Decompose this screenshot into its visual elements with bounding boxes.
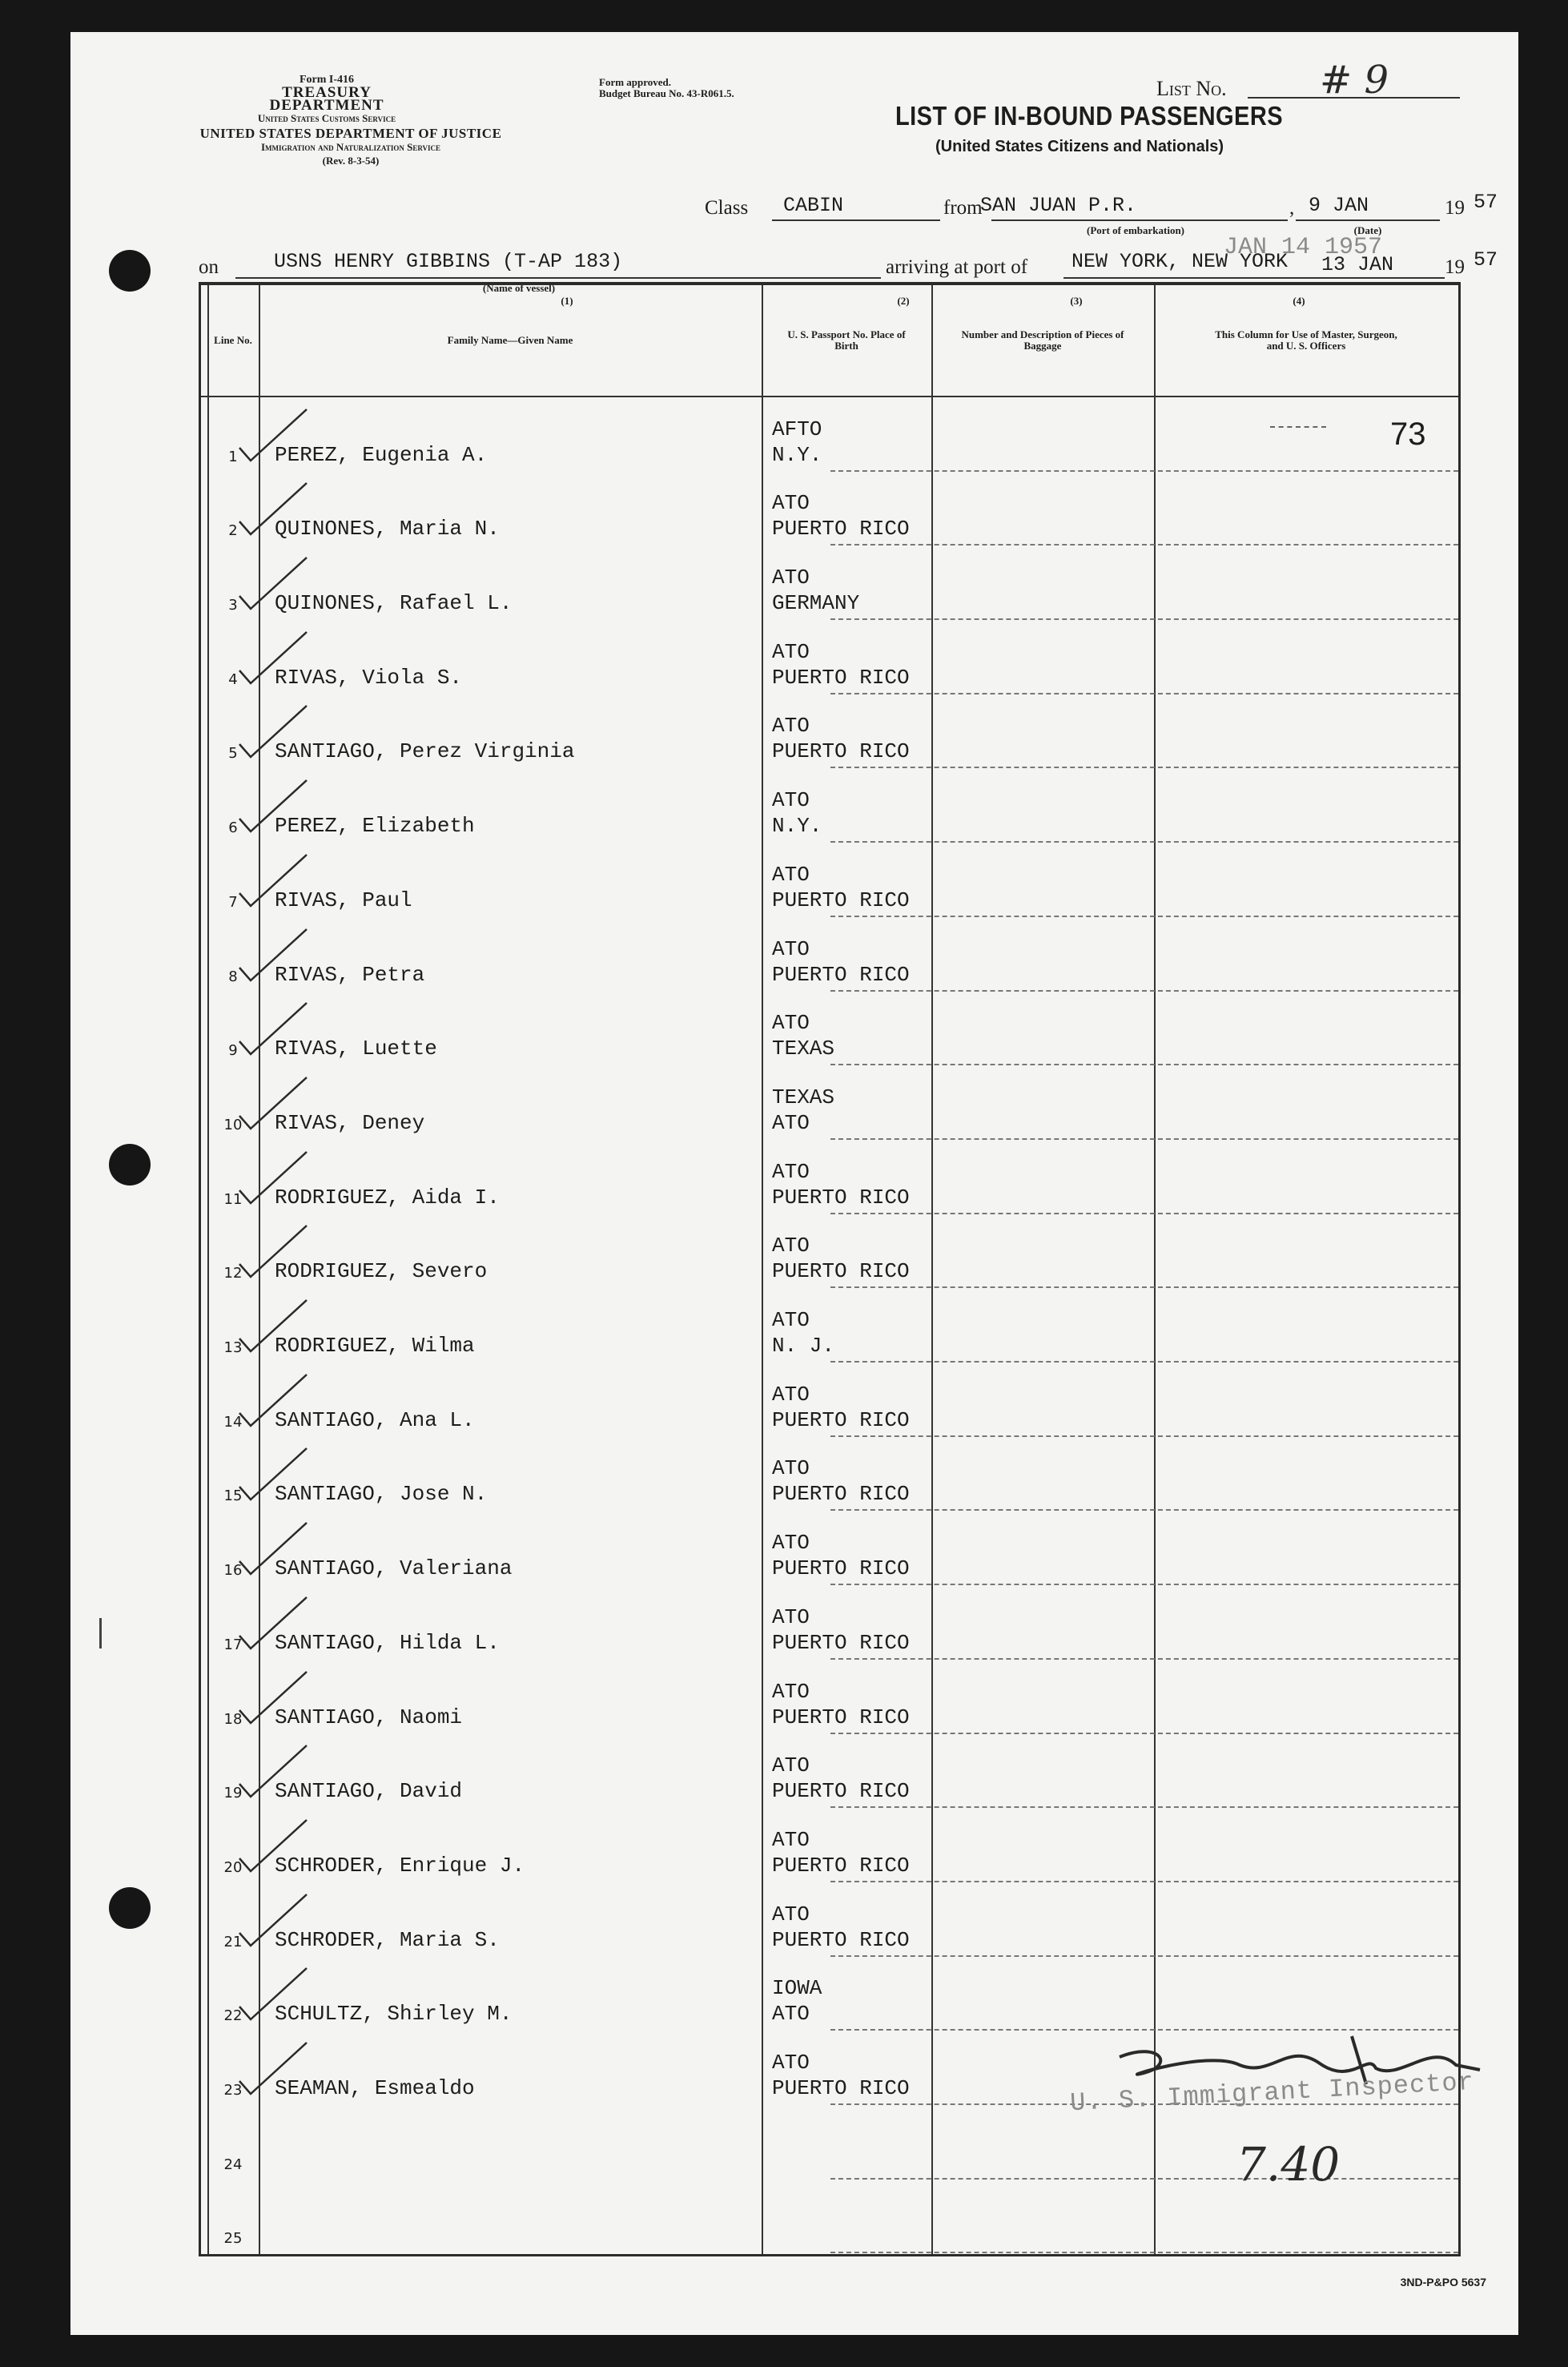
print-code: 3ND-P&PO 5637: [1400, 2276, 1486, 2289]
arrival-year-prefix: 19: [1445, 256, 1465, 278]
passport-number: ATO: [772, 1159, 810, 1184]
inspector-note: 7.40: [1236, 2137, 1341, 2192]
checkmark-icon: [233, 1001, 313, 1057]
budget-number: Budget Bureau No. 43-R061.5.: [599, 87, 734, 99]
vessel-name: USNS HENRY GIBBINS (T-AP 183): [274, 250, 623, 273]
passenger-name: SANTIAGO, Valeriana: [275, 1556, 513, 1581]
passport-number: ATO: [772, 1382, 810, 1407]
form-number: Form I-416: [299, 74, 355, 86]
arriving-label: arriving at port of: [886, 256, 1028, 278]
list-number-value: # 9: [1320, 58, 1389, 103]
checkmark-icon: [233, 1893, 313, 1949]
checkmark-icon: [233, 1076, 313, 1132]
passport-number: ATO: [772, 1679, 810, 1704]
line-number: 9: [228, 1042, 238, 1060]
approval-block: [599, 77, 734, 99]
passport-number: ATO: [772, 1011, 810, 1036]
vessel-caption: (Name of vessel): [482, 282, 556, 294]
line-number: 8: [228, 968, 238, 985]
passport-number: IOWA: [772, 1976, 822, 2001]
class-label: Class: [705, 197, 749, 219]
line-number: 2: [228, 522, 238, 540]
checkmark-icon: [233, 1818, 313, 1874]
passenger-name: SANTIAGO, Jose N.: [275, 1482, 488, 1507]
place-of-birth: GERMANY: [772, 591, 860, 616]
place-of-birth: PUERTO RICO: [772, 888, 910, 912]
line-number: 5: [228, 745, 238, 763]
passport-number: ATO: [772, 862, 810, 887]
passport-number: ATO: [772, 1827, 810, 1852]
embarkation-date: 9 JAN: [1309, 194, 1369, 217]
place-of-birth: PUERTO RICO: [772, 1927, 910, 1952]
checkmark-icon: [233, 928, 313, 984]
line-number: 1: [228, 448, 238, 465]
passport-number: ATO: [772, 1234, 810, 1258]
table-row: [201, 1363, 1458, 1437]
line-number: 14: [223, 1413, 243, 1431]
line-number: 21: [223, 1933, 243, 1950]
class-underline: [772, 219, 940, 221]
line-number: 3: [228, 597, 238, 614]
passenger-name: QUINONES, Rafael L.: [275, 591, 513, 616]
line-number: 18: [223, 1710, 243, 1728]
passenger-name: SEAMAN, Esmealdo: [275, 2076, 475, 2101]
passport-number: ATO: [772, 788, 810, 813]
place-of-birth: N.Y.: [772, 442, 822, 467]
checkmark-icon: [233, 779, 313, 835]
justice-department: UNITED STATES DEPARTMENT OF JUSTICE: [199, 126, 502, 141]
row-rule: [830, 2252, 1458, 2253]
punch-hole: [109, 250, 151, 292]
passenger-name: SANTIAGO, Perez Virginia: [275, 739, 575, 764]
form-approved: Form approved.: [599, 76, 672, 88]
table-row: [201, 472, 1458, 546]
revision-date: (Rev. 8-3-54): [322, 155, 380, 167]
checkmark-icon: [233, 1966, 313, 2023]
table-row: [201, 1065, 1458, 1140]
column-number-1: (1): [561, 295, 573, 307]
port-underline: [991, 219, 1288, 221]
place-of-birth: PUERTO RICO: [772, 2076, 910, 2101]
passenger-name: RIVAS, Petra: [275, 962, 425, 987]
place-of-birth: PUERTO RICO: [772, 665, 910, 690]
line-number: 25: [223, 2230, 243, 2248]
passport-number: ATO: [772, 2051, 810, 2075]
arrival-date: 13 JAN: [1321, 253, 1394, 276]
place-of-birth: PUERTO RICO: [772, 1779, 910, 1804]
form-title: LIST OF IN-BOUND PASSENGERS: [895, 101, 1284, 131]
checkmark-icon: [233, 853, 313, 909]
on-label: on: [199, 256, 219, 278]
passenger-name: QUINONES, Maria N.: [275, 517, 500, 541]
line-number: 15: [223, 1487, 243, 1505]
line-number: 16: [223, 1562, 243, 1580]
embarkation-port: SAN JUAN P.R.: [980, 194, 1137, 217]
passenger-name: SCHRODER, Maria S.: [275, 1927, 500, 1952]
passenger-name: RIVAS, Luette: [275, 1037, 437, 1061]
table-row: [201, 545, 1458, 620]
header-officers: This Column for Use of Master, Surgeon, and U. S. Officers: [1215, 328, 1397, 352]
vessel-underline: [235, 277, 881, 279]
line-number: 13: [223, 1339, 243, 1357]
passport-number: ATO: [772, 566, 810, 590]
arrival-year: 57: [1474, 248, 1498, 272]
table-row: [201, 1140, 1458, 1214]
place-of-birth: PUERTO RICO: [772, 962, 910, 987]
document-page: [70, 32, 1518, 2335]
passport-number: ATO: [772, 491, 810, 516]
table-row: [201, 1214, 1458, 1289]
column-number-4: (4): [1293, 295, 1305, 307]
scan-mark: [99, 1618, 102, 1648]
passport-number: ATO: [772, 639, 810, 664]
passport-number: ATO: [772, 714, 810, 739]
passenger-name: RODRIGUEZ, Wilma: [275, 1334, 475, 1359]
place-of-birth: ATO: [772, 1110, 810, 1135]
date-underline: [1296, 219, 1440, 221]
column-number-3: (3): [1070, 295, 1083, 307]
table-row: [201, 992, 1458, 1066]
customs-service: United States Customs Service: [257, 112, 396, 124]
place-of-birth: PUERTO RICO: [772, 1556, 910, 1581]
passenger-name: SANTIAGO, Naomi: [275, 1705, 463, 1729]
passenger-name: SANTIAGO, David: [275, 1779, 463, 1804]
checkmark-icon: [233, 1298, 313, 1355]
checkmark-icon: [233, 1150, 313, 1206]
embarkation-year: 57: [1474, 191, 1498, 214]
table-row: [201, 397, 1458, 472]
line-number: 12: [223, 1265, 243, 1282]
header-baggage: Number and Description of Pieces of Baggage: [961, 328, 1124, 352]
line-number: 7: [228, 893, 238, 911]
checkmark-icon: [233, 1521, 313, 1577]
table-row: [201, 843, 1458, 917]
place-of-birth: PUERTO RICO: [772, 739, 910, 764]
list-number-label: List No.: [1156, 77, 1227, 100]
place-of-birth: ATO: [772, 2002, 810, 2027]
inspector-stamp: U. S. Immigrant Inspector: [1069, 2067, 1475, 2119]
punch-hole: [109, 1887, 151, 1929]
line-number: 20: [223, 1858, 243, 1876]
place-of-birth: PUERTO RICO: [772, 1853, 910, 1878]
agency-block: [175, 127, 527, 167]
line-number: 6: [228, 819, 238, 837]
place-of-birth: PUERTO RICO: [772, 1259, 910, 1284]
line-number: 10: [223, 1116, 243, 1133]
receipt-stamp: JAN 14 1957: [1224, 234, 1383, 261]
form-subtitle: (United States Citizens and Nationals): [935, 138, 1224, 155]
table-row: [201, 1882, 1458, 1957]
passenger-name: PEREZ, Elizabeth: [275, 814, 475, 839]
place-of-birth: PUERTO RICO: [772, 1482, 910, 1507]
checkmark-icon: [233, 1670, 313, 1726]
date-caption: (Date): [1353, 224, 1382, 236]
passport-number: TEXAS: [772, 1085, 835, 1109]
place-of-birth: N. J.: [772, 1334, 835, 1359]
line-number: 24: [223, 2156, 243, 2173]
line-number: 22: [223, 2007, 243, 2025]
table-row: [201, 1437, 1458, 1512]
table-row: [201, 1734, 1458, 1809]
place-of-birth: PUERTO RICO: [772, 1630, 910, 1655]
passport-number: ATO: [772, 936, 810, 961]
passenger-name: RODRIGUEZ, Aida I.: [275, 1185, 500, 1210]
checkmark-icon: [233, 1596, 313, 1652]
year-prefix: 19: [1445, 197, 1465, 219]
passport-number: ATO: [772, 1753, 810, 1778]
checkmark-icon: [233, 1373, 313, 1429]
line-number: 11: [223, 1190, 243, 1208]
place-of-birth: PUERTO RICO: [772, 517, 910, 541]
passenger-name: SANTIAGO, Ana L.: [275, 1407, 475, 1432]
checkmark-icon: [233, 408, 313, 464]
line-number: 4: [228, 670, 238, 688]
department-name: TREASURY DEPARTMENT: [269, 84, 384, 114]
form-identification: [231, 74, 423, 125]
table-row: [201, 694, 1458, 769]
passenger-name: PEREZ, Eugenia A.: [275, 442, 488, 467]
comma: ,: [1289, 197, 1295, 219]
officer-entry: 73: [1390, 417, 1426, 452]
checkmark-icon: [233, 556, 313, 612]
table-row: [201, 917, 1458, 992]
passport-number: ATO: [772, 1531, 810, 1556]
class-value: CABIN: [783, 194, 844, 217]
place-of-birth: PUERTO RICO: [772, 1705, 910, 1729]
punch-hole: [109, 1144, 151, 1186]
passport-number: ATO: [772, 1604, 810, 1629]
header-passport: U. S. Passport No. Place of Birth: [787, 328, 906, 352]
table-row: [201, 1808, 1458, 1882]
passenger-name: SANTIAGO, Hilda L.: [275, 1630, 500, 1655]
table-row: [201, 1585, 1458, 1660]
table-row: [201, 1512, 1458, 1586]
header-line-no: Line No.: [214, 334, 252, 346]
passport-number: ATO: [772, 1456, 810, 1481]
table-row: [201, 1288, 1458, 1363]
officer-dash: [1270, 426, 1326, 428]
passenger-name: SCHULTZ, Shirley M.: [275, 2002, 513, 2027]
table-row: [201, 1660, 1458, 1734]
passenger-name: RIVAS, Deney: [275, 1110, 425, 1135]
checkmark-icon: [233, 1447, 313, 1503]
passenger-table: [199, 282, 1461, 2256]
line-number: 17: [223, 1636, 243, 1653]
checkmark-icon: [233, 1224, 313, 1280]
checkmark-icon: [233, 704, 313, 760]
passport-number: AFTO: [772, 417, 822, 441]
line-number: 19: [223, 1785, 243, 1802]
place-of-birth: N.Y.: [772, 814, 822, 839]
line-number: 23: [223, 2082, 243, 2099]
passenger-name: RIVAS, Paul: [275, 888, 412, 912]
table-row: [201, 620, 1458, 694]
table-row: [201, 769, 1458, 843]
checkmark-icon: [233, 1744, 313, 1800]
column-number-2: (2): [897, 295, 910, 307]
place-of-birth: PUERTO RICO: [772, 1407, 910, 1432]
passport-number: ATO: [772, 1308, 810, 1333]
passenger-name: RODRIGUEZ, Severo: [275, 1259, 488, 1284]
table-row: [201, 1957, 1458, 2031]
place-of-birth: PUERTO RICO: [772, 1185, 910, 1210]
arrival-underline: [1063, 277, 1445, 279]
passport-number: ATO: [772, 1902, 810, 1926]
ins-name: Immigration and Naturalization Service: [260, 141, 441, 153]
header-name: Family Name—Given Name: [447, 334, 573, 346]
passenger-name: SCHRODER, Enrique J.: [275, 1853, 525, 1878]
checkmark-icon: [233, 481, 313, 537]
checkmark-icon: [233, 2041, 313, 2097]
passenger-name: RIVAS, Viola S.: [275, 665, 463, 690]
checkmark-icon: [233, 630, 313, 686]
port-caption: (Port of embarkation): [1086, 224, 1185, 236]
arrival-port: NEW YORK, NEW YORK: [1071, 250, 1289, 273]
from-label: from: [943, 197, 983, 219]
place-of-birth: TEXAS: [772, 1037, 835, 1061]
